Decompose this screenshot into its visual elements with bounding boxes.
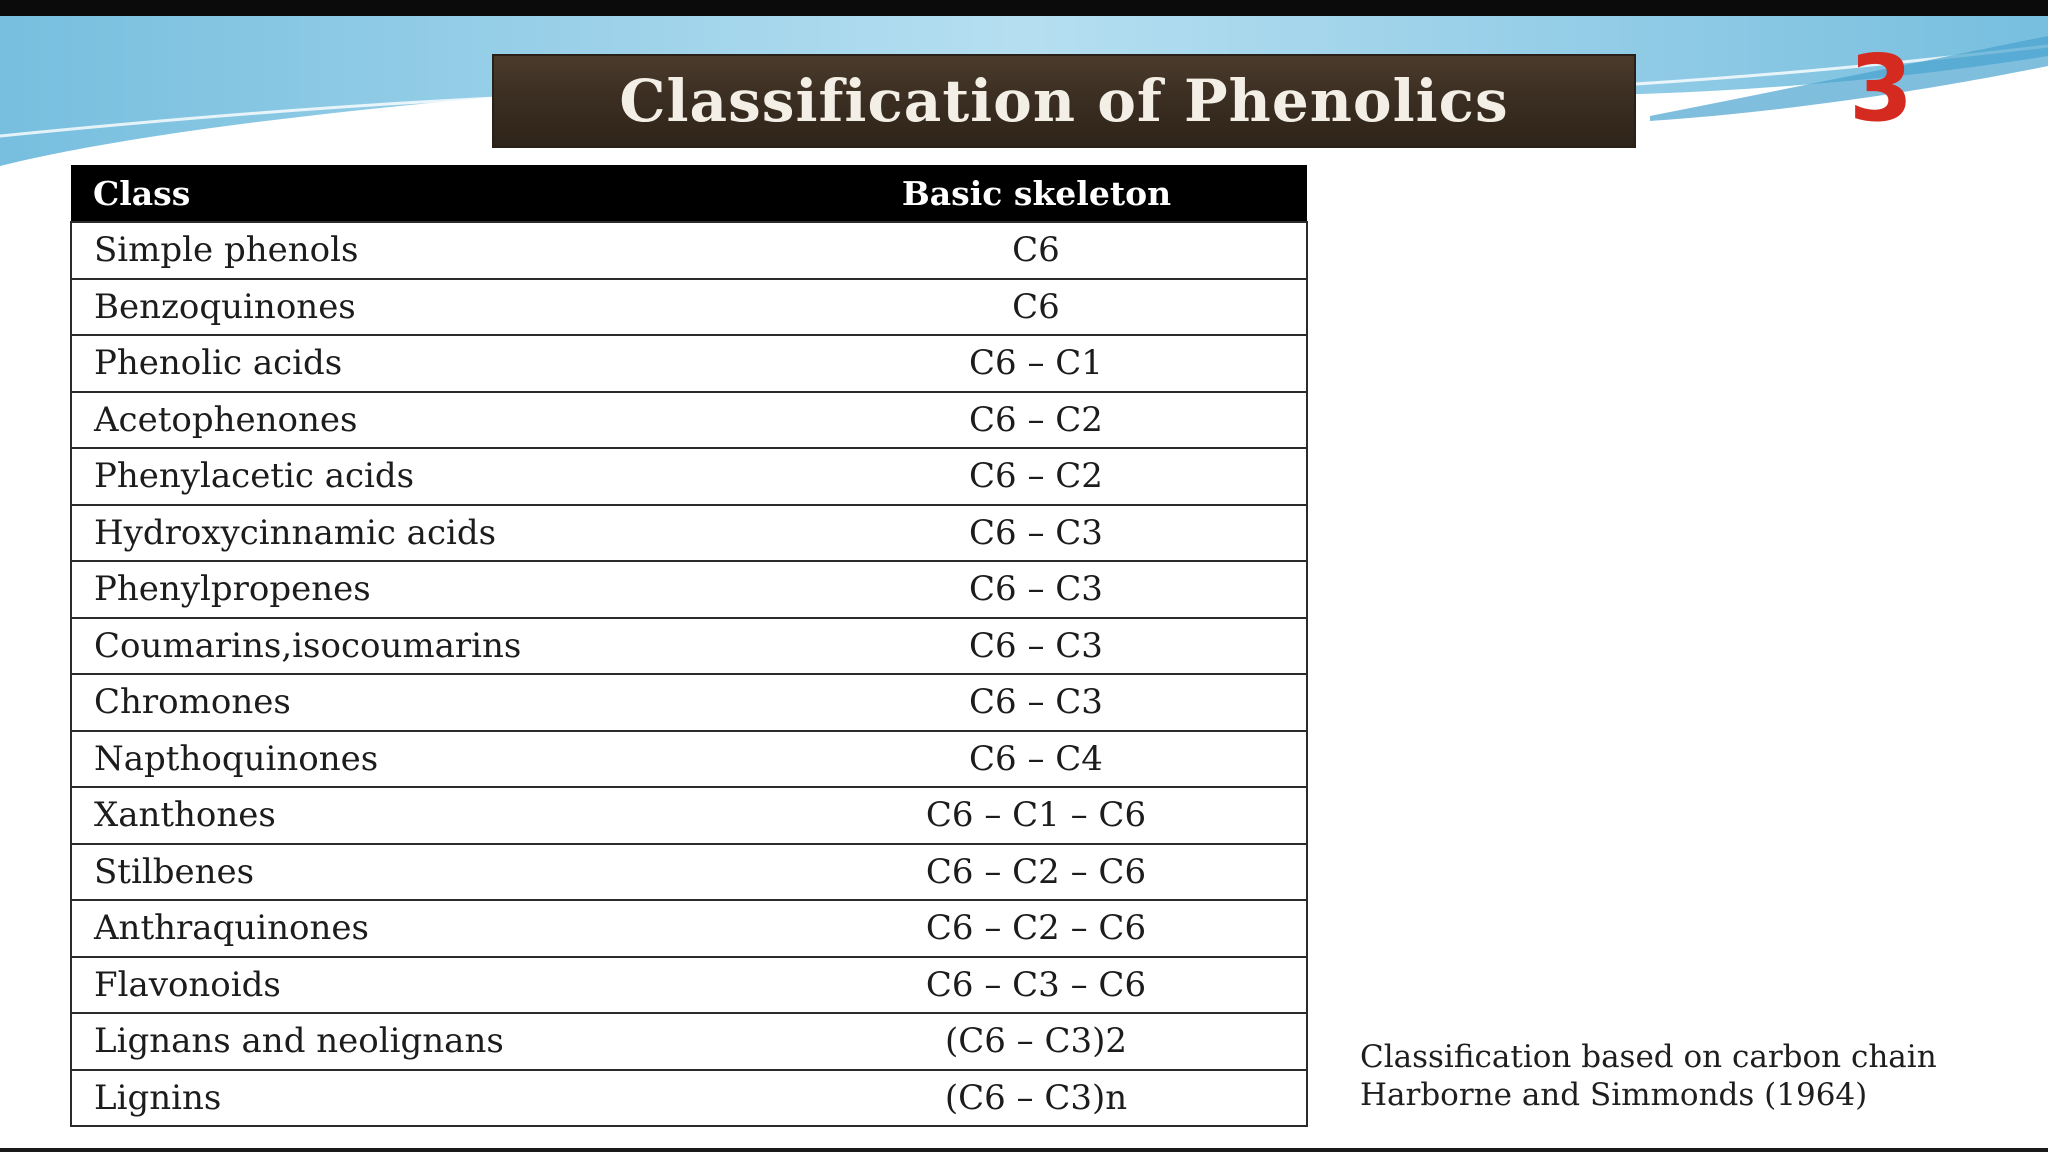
table-row bbox=[71, 787, 1307, 844]
table-row bbox=[71, 392, 1307, 449]
footnote bbox=[1360, 1038, 2048, 1114]
class-cell: Flavonoids bbox=[71, 957, 766, 1014]
class-cell: Xanthones bbox=[71, 787, 766, 844]
skeleton-cell: C6 – C3 bbox=[766, 618, 1307, 675]
class-cell: Stilbenes bbox=[71, 844, 766, 901]
skeleton-cell: C6 – C3 bbox=[766, 561, 1307, 618]
bottom-letterbox-bar bbox=[0, 1148, 2048, 1152]
class-cell: Benzoquinones bbox=[71, 279, 766, 336]
skeleton-cell: C6 – C4 bbox=[766, 731, 1307, 788]
table-row bbox=[71, 279, 1307, 336]
class-cell: Acetophenones bbox=[71, 392, 766, 449]
class-cell: Anthraquinones bbox=[71, 900, 766, 957]
title-banner bbox=[492, 54, 1636, 148]
table-row bbox=[71, 222, 1307, 279]
skeleton-cell: C6 – C1 – C6 bbox=[766, 787, 1307, 844]
footnote-line-2: Harborne and Simmonds (1964) bbox=[1360, 1077, 1868, 1113]
table-row bbox=[71, 448, 1307, 505]
class-cell: Lignins bbox=[71, 1070, 766, 1127]
class-cell: Phenylpropenes bbox=[71, 561, 766, 618]
class-cell: Phenylacetic acids bbox=[71, 448, 766, 505]
class-cell: Chromones bbox=[71, 674, 766, 731]
skeleton-cell: C6 – C2 bbox=[766, 448, 1307, 505]
class-cell: Coumarins,isocoumarins bbox=[71, 618, 766, 675]
skeleton-cell: C6 – C2 – C6 bbox=[766, 844, 1307, 901]
skeleton-cell: C6 bbox=[766, 279, 1307, 336]
table-row bbox=[71, 1013, 1307, 1070]
header-basic-skeleton: Basic skeleton bbox=[766, 165, 1307, 222]
table-header-row bbox=[71, 165, 1307, 222]
class-cell: Simple phenols bbox=[71, 222, 766, 279]
top-letterbox-bar bbox=[0, 0, 2048, 16]
table-row bbox=[71, 335, 1307, 392]
slide-number: 3 bbox=[1848, 35, 1913, 142]
class-cell: Lignans and neolignans bbox=[71, 1013, 766, 1070]
table-row bbox=[71, 505, 1307, 562]
class-cell: Napthoquinones bbox=[71, 731, 766, 788]
class-cell: Phenolic acids bbox=[71, 335, 766, 392]
table-row bbox=[71, 957, 1307, 1014]
table-row bbox=[71, 900, 1307, 957]
skeleton-cell: C6 – C2 bbox=[766, 392, 1307, 449]
skeleton-cell: C6 – C3 bbox=[766, 674, 1307, 731]
table-row bbox=[71, 1070, 1307, 1127]
skeleton-cell: C6 bbox=[766, 222, 1307, 279]
table-row bbox=[71, 731, 1307, 788]
table-row bbox=[71, 618, 1307, 675]
header-class: Class bbox=[71, 165, 766, 222]
table-row bbox=[71, 561, 1307, 618]
table-row bbox=[71, 844, 1307, 901]
phenolics-table bbox=[70, 165, 1308, 1127]
class-cell: Hydroxycinnamic acids bbox=[71, 505, 766, 562]
skeleton-cell: C6 – C3 – C6 bbox=[766, 957, 1307, 1014]
skeleton-cell: C6 – C2 – C6 bbox=[766, 900, 1307, 957]
footnote-line-1: Classification based on carbon chain bbox=[1360, 1039, 1937, 1075]
skeleton-cell: (C6 – C3)2 bbox=[766, 1013, 1307, 1070]
skeleton-cell: C6 – C1 bbox=[766, 335, 1307, 392]
slide-title: Classification of Phenolics bbox=[619, 67, 1509, 135]
skeleton-cell: C6 – C3 bbox=[766, 505, 1307, 562]
table-row bbox=[71, 674, 1307, 731]
skeleton-cell: (C6 – C3)n bbox=[766, 1070, 1307, 1127]
